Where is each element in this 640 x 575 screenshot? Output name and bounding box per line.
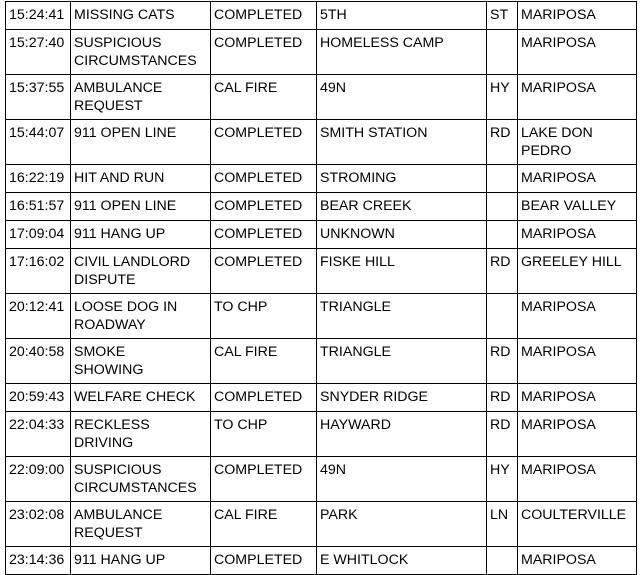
street-suffix-cell [487, 193, 518, 221]
call-type-cell: SUSPICIOUS CIRCUMSTANCES [71, 30, 211, 75]
disposition-cell: COMPLETED [211, 384, 317, 412]
disposition-cell: COMPLETED [211, 30, 317, 75]
street-cell: TRIANGLE [317, 339, 487, 384]
disposition-cell: COMPLETED [211, 165, 317, 193]
disposition-cell: COMPLETED [211, 120, 317, 165]
table-row [6, 294, 637, 339]
street-cell: HAYWARD [317, 412, 487, 457]
table-row [6, 2, 637, 30]
disposition-cell: COMPLETED [211, 2, 317, 30]
city-cell: COULTERVILLE [518, 502, 637, 547]
table-row [6, 30, 637, 75]
street-cell: STROMING [317, 165, 487, 193]
city-cell: MARIPOSA [518, 339, 637, 384]
city-cell: MARIPOSA [518, 2, 637, 30]
disposition-cell: CAL FIRE [211, 75, 317, 120]
city-cell: BEAR VALLEY [518, 193, 637, 221]
table-row [6, 412, 637, 457]
street-suffix-cell [487, 165, 518, 193]
street-suffix-cell: RD [487, 339, 518, 384]
street-suffix-cell: ST [487, 2, 518, 30]
call-type-cell: 911 HANG UP [71, 547, 211, 575]
city-cell: MARIPOSA [518, 294, 637, 339]
call-time-cell: 16:22:19 [6, 165, 71, 193]
city-cell: MARIPOSA [518, 221, 637, 249]
street-suffix-cell [487, 294, 518, 339]
disposition-cell: COMPLETED [211, 457, 317, 502]
street-suffix-cell: LN [487, 502, 518, 547]
table-row [6, 165, 637, 193]
call-type-cell: 911 OPEN LINE [71, 193, 211, 221]
city-cell: MARIPOSA [518, 75, 637, 120]
street-suffix-cell [487, 30, 518, 75]
call-log-table [5, 1, 637, 575]
disposition-cell: COMPLETED [211, 249, 317, 294]
table-row [6, 384, 637, 412]
disposition-cell: COMPLETED [211, 193, 317, 221]
city-cell: LAKE DON PEDRO [518, 120, 637, 165]
table-row [6, 193, 637, 221]
call-time-cell: 17:09:04 [6, 221, 71, 249]
street-suffix-cell: RD [487, 249, 518, 294]
call-time-cell: 15:37:55 [6, 75, 71, 120]
call-type-cell: SUSPICIOUS CIRCUMSTANCES [71, 457, 211, 502]
call-time-cell: 20:40:58 [6, 339, 71, 384]
call-type-cell: RECKLESS DRIVING [71, 412, 211, 457]
city-cell: MARIPOSA [518, 547, 637, 575]
city-cell: GREELEY HILL [518, 249, 637, 294]
disposition-cell: COMPLETED [211, 221, 317, 249]
city-cell: MARIPOSA [518, 384, 637, 412]
street-cell: SNYDER RIDGE [317, 384, 487, 412]
call-type-cell: CIVIL LANDLORD DISPUTE [71, 249, 211, 294]
street-cell: 49N [317, 457, 487, 502]
disposition-cell: CAL FIRE [211, 339, 317, 384]
call-time-cell: 22:09:00 [6, 457, 71, 502]
table-row [6, 221, 637, 249]
call-type-cell: AMBULANCE REQUEST [71, 502, 211, 547]
disposition-cell: TO CHP [211, 294, 317, 339]
street-suffix-cell: RD [487, 120, 518, 165]
street-cell: TRIANGLE [317, 294, 487, 339]
call-time-cell: 15:27:40 [6, 30, 71, 75]
call-time-cell: 15:24:41 [6, 2, 71, 30]
street-cell: UNKNOWN [317, 221, 487, 249]
call-type-cell: 911 OPEN LINE [71, 120, 211, 165]
city-cell: MARIPOSA [518, 165, 637, 193]
table-row [6, 339, 637, 384]
call-time-cell: 22:04:33 [6, 412, 71, 457]
street-cell: HOMELESS CAMP [317, 30, 487, 75]
city-cell: MARIPOSA [518, 412, 637, 457]
call-time-cell: 20:59:43 [6, 384, 71, 412]
disposition-cell: COMPLETED [211, 547, 317, 575]
street-cell: BEAR CREEK [317, 193, 487, 221]
street-suffix-cell [487, 221, 518, 249]
street-suffix-cell: RD [487, 412, 518, 457]
call-time-cell: 23:02:08 [6, 502, 71, 547]
call-log-body [6, 2, 637, 575]
call-time-cell: 16:51:57 [6, 193, 71, 221]
street-cell: 49N [317, 75, 487, 120]
table-row [6, 502, 637, 547]
street-suffix-cell: HY [487, 457, 518, 502]
call-type-cell: MISSING CATS [71, 2, 211, 30]
table-row [6, 547, 637, 575]
call-type-cell: 911 HANG UP [71, 221, 211, 249]
call-time-cell: 23:14:36 [6, 547, 71, 575]
street-suffix-cell: HY [487, 75, 518, 120]
street-cell: E WHITLOCK [317, 547, 487, 575]
street-cell: 5TH [317, 2, 487, 30]
call-time-cell: 17:16:02 [6, 249, 71, 294]
call-type-cell: HIT AND RUN [71, 165, 211, 193]
call-time-cell: 20:12:41 [6, 294, 71, 339]
table-row [6, 249, 637, 294]
table-row [6, 75, 637, 120]
table-row [6, 457, 637, 502]
call-type-cell: AMBULANCE REQUEST [71, 75, 211, 120]
city-cell: MARIPOSA [518, 30, 637, 75]
call-type-cell: SMOKE SHOWING [71, 339, 211, 384]
disposition-cell: CAL FIRE [211, 502, 317, 547]
street-suffix-cell [487, 547, 518, 575]
call-time-cell: 15:44:07 [6, 120, 71, 165]
disposition-cell: TO CHP [211, 412, 317, 457]
city-cell: MARIPOSA [518, 457, 637, 502]
call-type-cell: LOOSE DOG IN ROADWAY [71, 294, 211, 339]
street-cell: SMITH STATION [317, 120, 487, 165]
table-row [6, 120, 637, 165]
street-cell: FISKE HILL [317, 249, 487, 294]
street-suffix-cell: RD [487, 384, 518, 412]
call-type-cell: WELFARE CHECK [71, 384, 211, 412]
street-cell: PARK [317, 502, 487, 547]
